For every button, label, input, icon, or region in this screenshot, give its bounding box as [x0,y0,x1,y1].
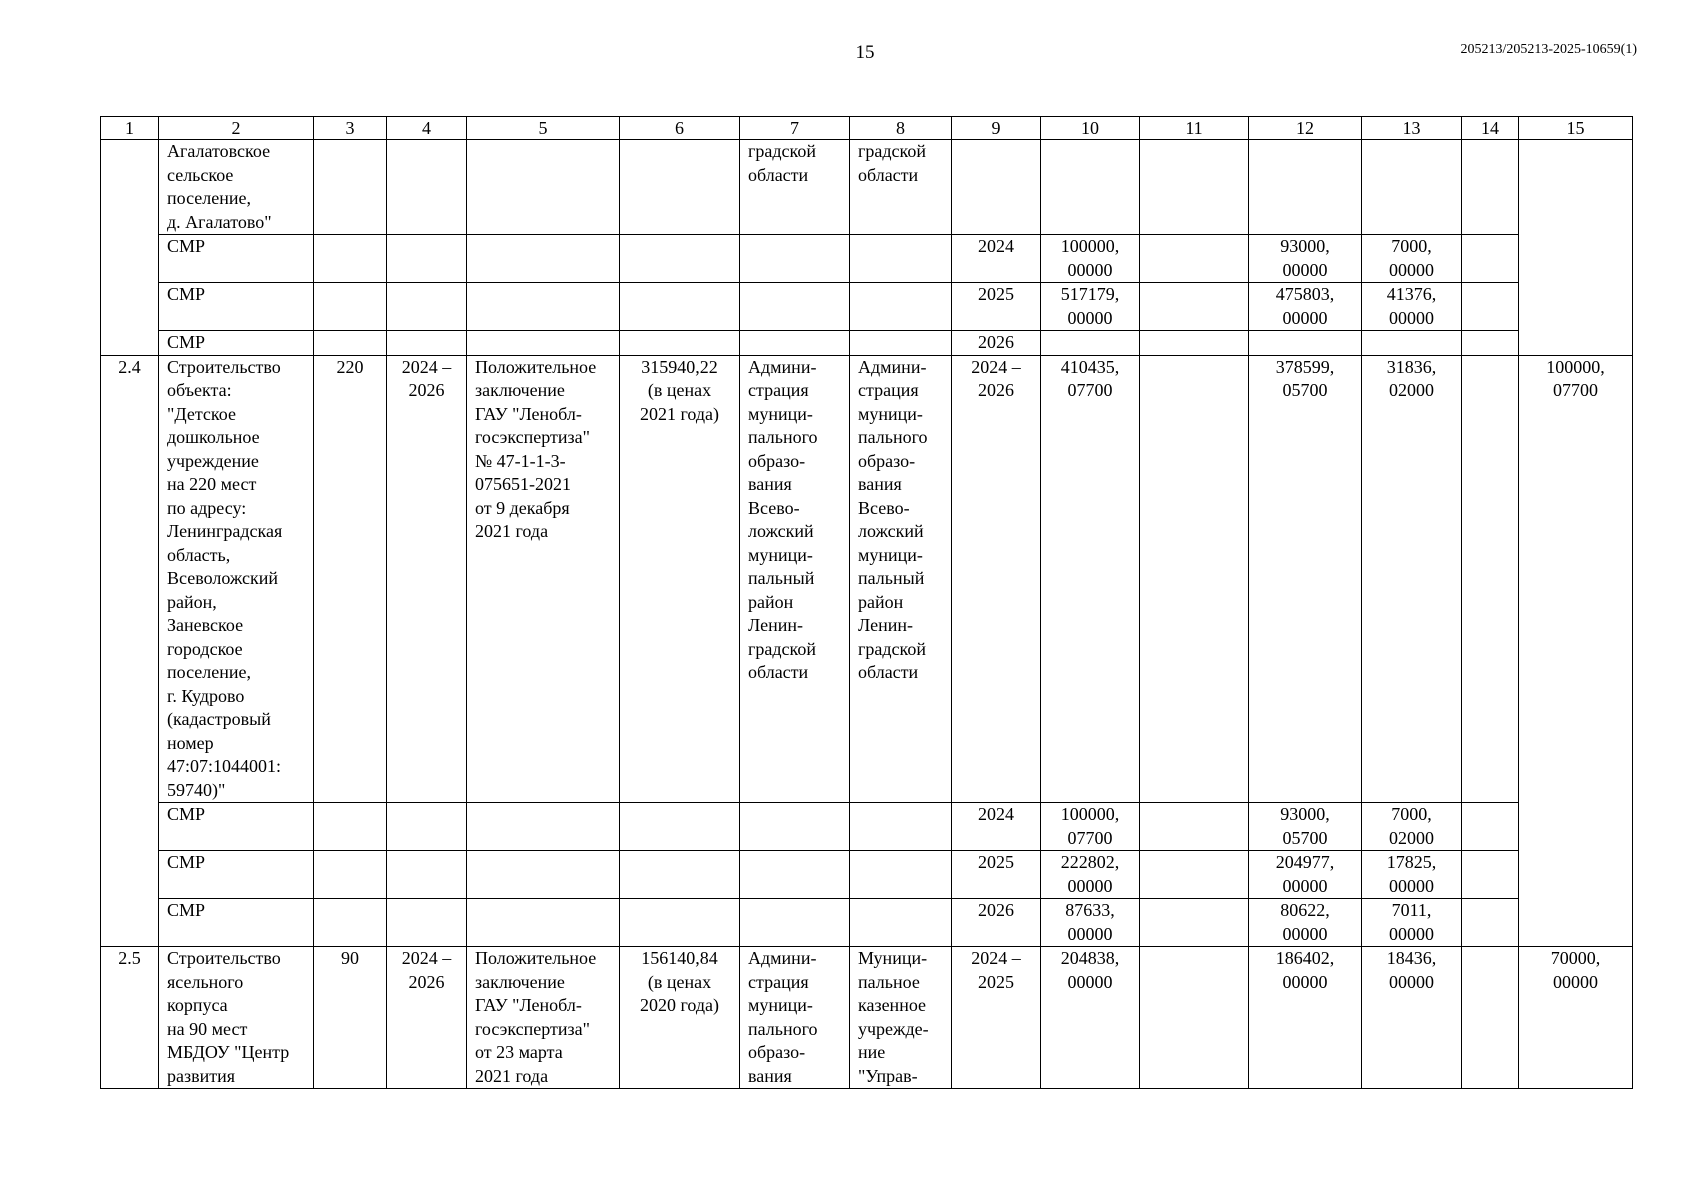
smr-label: СМР [159,283,314,331]
table-row [101,235,1633,283]
regional-cell: 93000, 05700 [1249,803,1362,851]
administrator-cell: Админи- страция муници- пального образо- вания Всево- ложский муници- пальный район Ленин- градской области [740,355,850,803]
administrator-cell: градской области [740,140,850,235]
cell [467,235,620,283]
cell [620,283,740,331]
column-header: 11 [1140,117,1249,140]
cell [850,851,952,899]
total-cell: 222802, 00000 [1041,851,1140,899]
cell [1462,899,1519,947]
total-cell [1041,331,1140,356]
local-cell: 18436, 00000 [1362,947,1462,1089]
regional-cell: 475803, 00000 [1249,283,1362,331]
year-cell: 2026 [952,899,1041,947]
local-cell: 7000, 00000 [1362,235,1462,283]
column-header: 3 [314,117,387,140]
column-header: 7 [740,117,850,140]
column-number-row [101,117,1633,140]
regional-cell: 204977, 00000 [1249,851,1362,899]
table-row [101,803,1633,851]
local-cell: 17825, 00000 [1362,851,1462,899]
cell [387,140,467,235]
customer-cell: Админи- страция муници- пального образо- вания Всево- ложский муници- пальный район Ленин- градской области [850,355,952,803]
cell [314,283,387,331]
period-cell: 2024 – 2026 [387,947,467,1089]
cell [850,803,952,851]
summary-cell: 100000, 07700 [1519,355,1633,947]
cell [850,283,952,331]
customer-cell: градской области [850,140,952,235]
table-row [101,899,1633,947]
investment-table [100,116,1633,1089]
cell [101,140,159,356]
cell [952,140,1041,235]
cell [314,331,387,356]
federal-cell [1140,947,1249,1089]
cell [1462,140,1519,235]
cell [1140,899,1249,947]
column-header: 6 [620,117,740,140]
year-cell: 2024 – 2026 [952,355,1041,803]
period-cell: 2024 – 2026 [387,355,467,803]
column-header: 5 [467,117,620,140]
smr-label: СМР [159,803,314,851]
column-header: 2 [159,117,314,140]
cell [740,899,850,947]
cell [467,899,620,947]
cell [850,235,952,283]
summary-cell: 70000, 00000 [1519,947,1633,1089]
cell [1462,803,1519,851]
cell [1462,331,1519,356]
cell [467,283,620,331]
item-number: 2.5 [101,947,159,1089]
local-cell: 7000, 02000 [1362,803,1462,851]
year-cell: 2024 [952,803,1041,851]
regional-cell [1249,331,1362,356]
cell [620,899,740,947]
cell [314,803,387,851]
regional-cell: 186402, 00000 [1249,947,1362,1089]
table-row [101,947,1633,1089]
cost-cell: 315940,22 (в ценах 2021 года) [620,355,740,803]
total-cell: 100000, 07700 [1041,803,1140,851]
page-number: 15 [855,42,875,63]
column-header: 4 [387,117,467,140]
cell [387,283,467,331]
cell [314,140,387,235]
cell [1140,140,1249,235]
cell [620,140,740,235]
total-cell: 410435, 07700 [1041,355,1140,803]
column-header: 13 [1362,117,1462,140]
cell [467,331,620,356]
year-cell: 2024 – 2025 [952,947,1041,1089]
cell [1140,283,1249,331]
smr-label: СМР [159,235,314,283]
cell [387,899,467,947]
object-name-cell: Агалатовское сельское поселение, д. Агалатово" [159,140,314,235]
other-cell [1462,355,1519,803]
total-cell: 517179, 00000 [1041,283,1140,331]
table-row [101,331,1633,356]
customer-cell: Муници- пальное казенное учрежде- ние "Управ- [850,947,952,1089]
table-row [101,283,1633,331]
cell [1519,140,1633,356]
cell [1462,235,1519,283]
column-header: 1 [101,117,159,140]
smr-label: СМР [159,851,314,899]
cell [740,331,850,356]
cell [620,803,740,851]
table-row [101,851,1633,899]
table-row [101,140,1633,235]
cell [1462,851,1519,899]
cell [1140,235,1249,283]
administrator-cell: Админи- страция муници- пального образо- вания [740,947,850,1089]
cell [740,283,850,331]
cell [314,899,387,947]
cell [467,851,620,899]
expertise-cell: Положительное заключение ГАУ "Ленобл- госэкспертиза" от 23 марта 2021 года [467,947,620,1089]
cell [1140,851,1249,899]
item-number: 2.4 [101,355,159,947]
regional-cell: 378599, 05700 [1249,355,1362,803]
regional-cell: 80622, 00000 [1249,899,1362,947]
object-name-cell: Строительство объекта: "Детское дошкольное учреждение на 220 мест по адресу: Ленинградская область, Всеволожский район, Заневское городское поселение, г. Кудрово (кадастровый номер 47:07:1044001: 59740)" [159,355,314,803]
column-header: 9 [952,117,1041,140]
local-cell: 31836, 02000 [1362,355,1462,803]
capacity-cell: 220 [314,355,387,803]
year-cell: 2024 [952,235,1041,283]
cell [387,235,467,283]
year-cell: 2026 [952,331,1041,356]
cell [387,331,467,356]
cell [850,331,952,356]
cell [1462,283,1519,331]
object-name-cell: Строительство ясельного корпуса на 90 мест МБДОУ "Центр развития [159,947,314,1089]
total-cell: 100000, 00000 [1041,235,1140,283]
cell [620,235,740,283]
cell [1041,140,1140,235]
expertise-cell: Положительное заключение ГАУ "Ленобл- госэкспертиза" № 47-1-1-3- 075651-2021 от 9 декабря 2021 года [467,355,620,803]
cell [467,803,620,851]
column-header: 14 [1462,117,1519,140]
smr-label: СМР [159,899,314,947]
column-header: 15 [1519,117,1633,140]
total-cell: 204838, 00000 [1041,947,1140,1089]
cell [850,899,952,947]
column-header: 12 [1249,117,1362,140]
cell [620,331,740,356]
cell [620,851,740,899]
table-row [101,355,1633,803]
cell [387,803,467,851]
year-cell: 2025 [952,851,1041,899]
cell [467,140,620,235]
local-cell: 41376, 00000 [1362,283,1462,331]
cost-cell: 156140,84 (в ценах 2020 года) [620,947,740,1089]
other-cell [1462,947,1519,1089]
cell [1140,803,1249,851]
column-header: 8 [850,117,952,140]
cell [314,851,387,899]
cell [740,235,850,283]
regional-cell: 93000, 00000 [1249,235,1362,283]
cell [314,235,387,283]
cell [387,851,467,899]
local-cell [1362,331,1462,356]
capacity-cell: 90 [314,947,387,1089]
smr-label: СМР [159,331,314,356]
federal-cell [1140,355,1249,803]
cell [740,851,850,899]
cell [740,803,850,851]
cell [1140,331,1249,356]
document-id: 205213/205213-2025-10659(1) [1460,42,1637,57]
total-cell: 87633, 00000 [1041,899,1140,947]
cell [1362,140,1462,235]
local-cell: 7011, 00000 [1362,899,1462,947]
cell [1249,140,1362,235]
year-cell: 2025 [952,283,1041,331]
column-header: 10 [1041,117,1140,140]
